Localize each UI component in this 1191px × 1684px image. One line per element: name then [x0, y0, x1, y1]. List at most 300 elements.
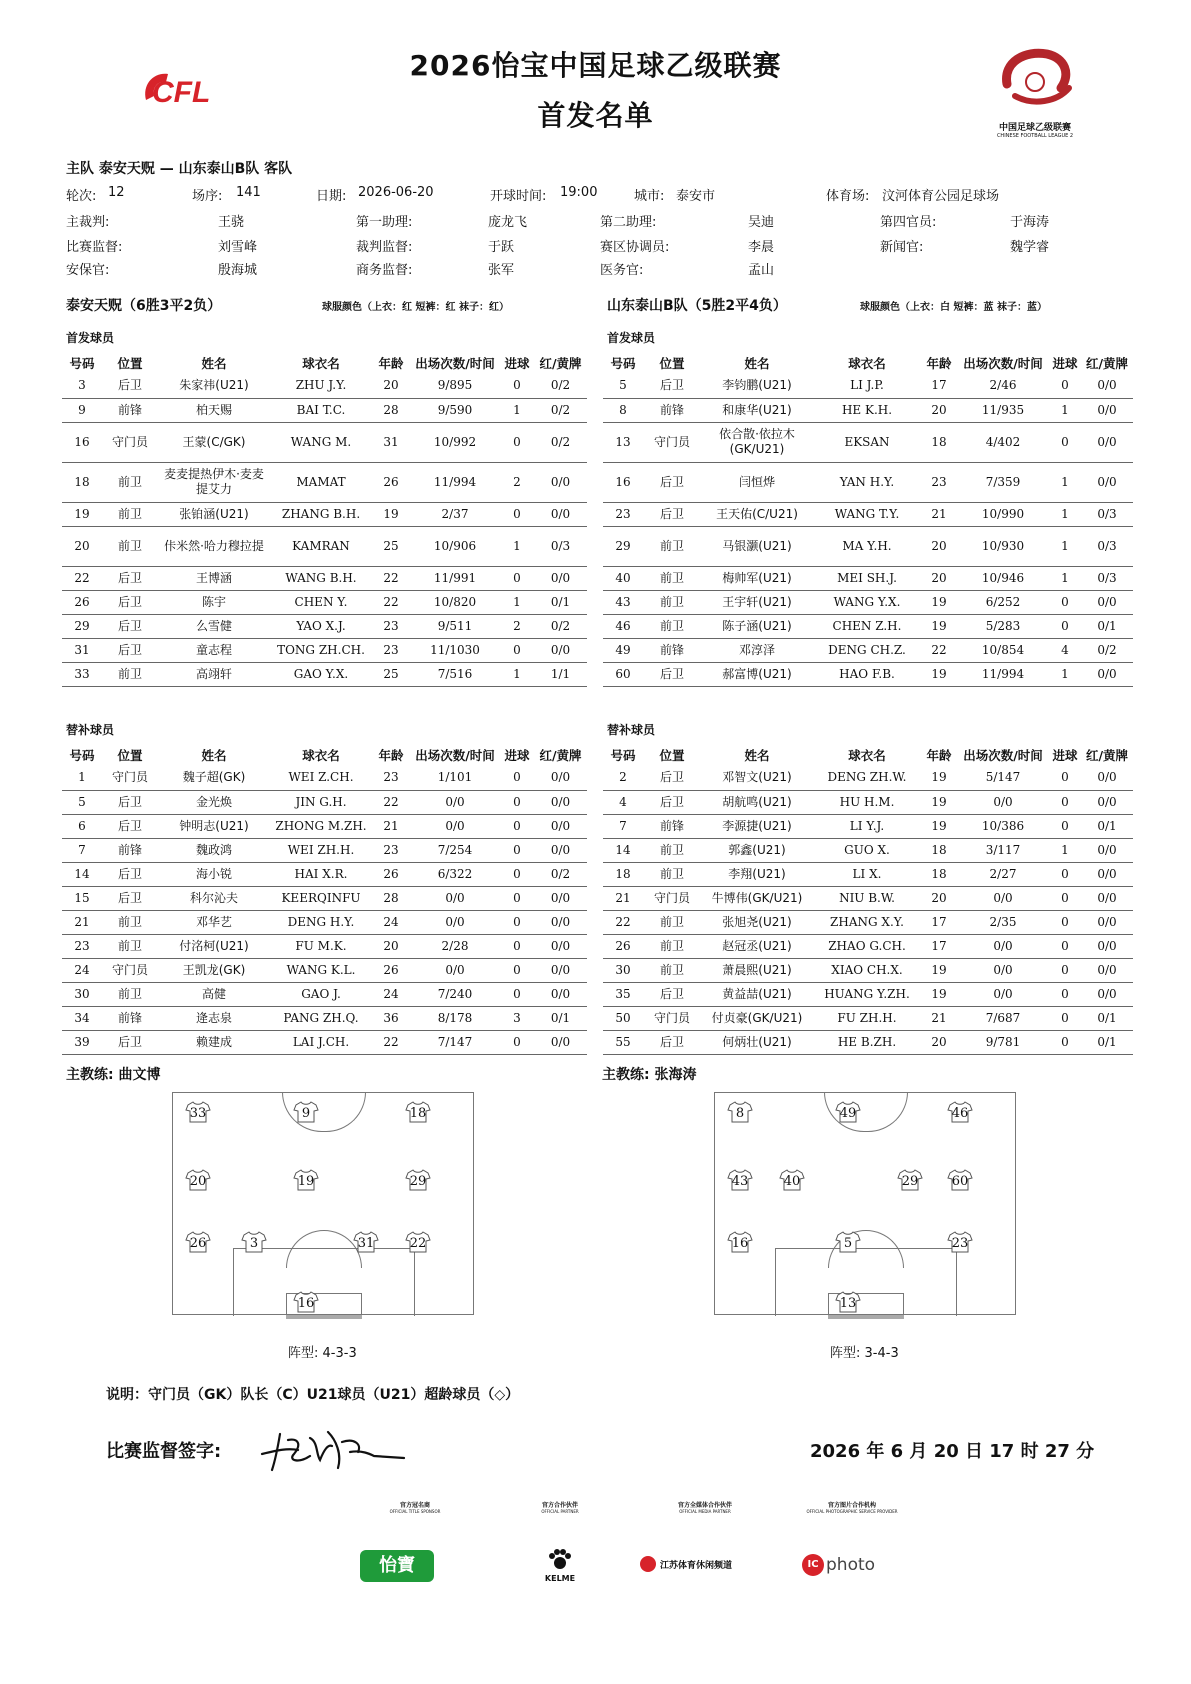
security-label: 安保官:: [66, 263, 110, 278]
cell-age: 19: [921, 766, 957, 790]
cell-shirt-name: WEI ZH.H.: [270, 838, 372, 862]
cell-name: 高翊轩: [158, 662, 270, 686]
cell-shirt-name: KEERQINFU: [270, 886, 372, 910]
cell-cards: 0/0: [534, 982, 587, 1006]
cell-goals: 0: [1049, 590, 1081, 614]
table-row: [603, 462, 1133, 502]
player-shirt-icon: [779, 1169, 805, 1191]
photo-text: photo: [826, 1555, 876, 1575]
cell-age: 24: [372, 910, 410, 934]
player-shirt-icon: [185, 1169, 211, 1191]
cell-number: 5: [603, 374, 643, 398]
cell-position: 前卫: [102, 934, 158, 958]
player-shirt-icon: [405, 1169, 431, 1191]
cell-goals: 0: [1049, 766, 1081, 790]
cell-shirt-name: ZHANG X.Y.: [813, 910, 921, 934]
cell-position: 后卫: [102, 790, 158, 814]
cell-goals: 0: [500, 766, 534, 790]
cell-cards: 0/1: [534, 590, 587, 614]
cell-age: 18: [921, 838, 957, 862]
cell-cards: 0/0: [1081, 958, 1133, 982]
cell-goals: 0: [500, 934, 534, 958]
cell-appearances: 0/0: [957, 958, 1049, 982]
cell-age: 26: [372, 862, 410, 886]
cell-goals: 1: [1049, 838, 1081, 862]
cell-shirt-name: ZHONG M.ZH.: [270, 814, 372, 838]
table-row: [603, 422, 1133, 462]
cell-name: 魏政鸿: [158, 838, 270, 862]
table-row: [62, 422, 587, 462]
cell-number: 13: [603, 422, 643, 462]
cell-number: 26: [62, 590, 102, 614]
player-shirt-icon: [947, 1101, 973, 1123]
sponsor-kelme: [505, 1500, 615, 1583]
city-value: 泰安市: [676, 189, 716, 204]
column-header-shirt-name: 球衣名: [302, 356, 340, 371]
cell-goals: 0: [1049, 958, 1081, 982]
cell-goals: 1: [500, 526, 534, 566]
cell-shirt-name: ZHU J.Y.: [270, 374, 372, 398]
table-header-row: [603, 744, 1133, 766]
cell-number: 1: [62, 766, 102, 790]
cell-number: 60: [603, 662, 643, 686]
player-shirt-icon: [947, 1231, 973, 1253]
cell-name: 邓淳泽: [701, 638, 813, 662]
cell-name: 佧米然·哈力穆拉提: [158, 526, 270, 566]
cell-age: 23: [372, 614, 410, 638]
table-row: [603, 1006, 1133, 1030]
home-formation: [288, 1342, 357, 1361]
cell-cards: 0/0: [534, 910, 587, 934]
table-header-row: [62, 744, 587, 766]
stadium-label: 体育场:: [826, 189, 870, 204]
cell-appearances: 0/0: [410, 958, 500, 982]
cell-appearances: 0/0: [410, 886, 500, 910]
league-emblem-icon: [985, 44, 1085, 114]
player-shirt-icon: [405, 1101, 431, 1123]
table-row: [603, 614, 1133, 638]
cell-appearances: 2/27: [957, 862, 1049, 886]
date-label: 日期:: [316, 189, 347, 204]
signature-time: 2026 年 6 月 20 日 17 时 27 分: [810, 1441, 1095, 1462]
cell-cards: 0/0: [534, 934, 587, 958]
page-title: 2026怡宝中国足球乙级联赛: [409, 49, 782, 82]
cell-position: 守门员: [102, 422, 158, 462]
cell-name: 依合散·依拉木(GK/U21): [701, 422, 813, 462]
jiangsu-sports-logo: [640, 1556, 770, 1572]
sponsor-cap-en: OFFICIAL PARTNER: [541, 1509, 579, 1514]
cell-number: 6: [62, 814, 102, 838]
table-row: [62, 462, 587, 502]
player-shirt-number: 22: [409, 1236, 427, 1251]
player-shirt-icon: [727, 1101, 753, 1123]
cell-cards: 0/0: [534, 814, 587, 838]
ar1-value: 庞龙飞: [488, 215, 528, 230]
cell-name: 朱家祎(U21): [158, 374, 270, 398]
cell-goals: 0: [500, 910, 534, 934]
cell-cards: 0/0: [1081, 886, 1133, 910]
cell-name: 陈宇: [158, 590, 270, 614]
cell-name: 王博涵: [158, 566, 270, 590]
cell-goals: 1: [1049, 526, 1081, 566]
sponsor-cap-en: OFFICIAL PHOTOGRAPHIC SERVICE PROVIDER: [806, 1509, 898, 1514]
venue-coord-value: 李晨: [748, 240, 775, 255]
cell-shirt-name: CHEN Y.: [270, 590, 372, 614]
sponsor-photo: [792, 1500, 912, 1576]
away-coach-label: 主教练:: [602, 1067, 650, 1083]
cell-age: 31: [372, 422, 410, 462]
cell-number: 21: [62, 910, 102, 934]
cell-cards: 0/0: [1081, 422, 1133, 462]
table-body: [62, 374, 587, 686]
table-header-row: [603, 352, 1133, 374]
cell-name: 牛博伟(GK/U21): [701, 886, 813, 910]
ar2-value: 吴迪: [748, 215, 775, 230]
cell-age: 18: [921, 862, 957, 886]
date-value: 2026-06-20: [358, 185, 434, 200]
signature-label: 比赛监督签字:: [106, 1441, 222, 1462]
cell-shirt-name: BAI T.C.: [270, 398, 372, 422]
cell-appearances: 7/516: [410, 662, 500, 686]
cell-position: 守门员: [102, 766, 158, 790]
page-subtitle: 首发名单: [537, 99, 654, 132]
table-row: [603, 790, 1133, 814]
jiangsu-logo-icon: [640, 1556, 656, 1572]
cell-position: 后卫: [102, 374, 158, 398]
cell-name: 黄益喆(U21): [701, 982, 813, 1006]
cell-age: 20: [921, 398, 957, 422]
cell-appearances: 3/117: [957, 838, 1049, 862]
cell-goals: 0: [500, 374, 534, 398]
cell-age: 17: [921, 934, 957, 958]
cell-position: 后卫: [643, 766, 701, 790]
cell-cards: 0/3: [534, 526, 587, 566]
column-header-goals: 进球: [504, 748, 530, 763]
home-subs-table: [62, 744, 587, 1055]
column-header-position: 位置: [117, 748, 143, 763]
league-logo-en: CHINESE FOOTBALL LEAGUE 2: [996, 133, 1074, 139]
column-header-position: 位置: [117, 356, 143, 371]
player-shirt-icon: [835, 1231, 861, 1253]
player-shirt-icon: [293, 1291, 319, 1313]
cell-appearances: 5/283: [957, 614, 1049, 638]
cell-name: 高健: [158, 982, 270, 1006]
cell-position: 后卫: [102, 1030, 158, 1054]
cell-name: 魏子超(GK): [158, 766, 270, 790]
cell-age: 24: [372, 982, 410, 1006]
table-row: [62, 934, 587, 958]
kelme-logo: [540, 1548, 580, 1583]
cell-age: 26: [372, 958, 410, 982]
cell-shirt-name: MA Y.H.: [813, 526, 921, 566]
cell-goals: 4: [1049, 638, 1081, 662]
cell-position: 后卫: [643, 662, 701, 686]
table-row: [603, 862, 1133, 886]
cell-shirt-name: YAN H.Y.: [813, 462, 921, 502]
cell-shirt-name: JIN G.H.: [270, 790, 372, 814]
cell-name: 王天佑(C/U21): [701, 502, 813, 526]
table-row: [62, 766, 587, 790]
cell-appearances: 2/28: [410, 934, 500, 958]
cell-age: 19: [921, 590, 957, 614]
player-shirt-number: 13: [839, 1296, 857, 1311]
cell-number: 16: [603, 462, 643, 502]
table-row: [603, 958, 1133, 982]
cell-name: 邓智文(U21): [701, 766, 813, 790]
cell-name: 海小锐: [158, 862, 270, 886]
cell-age: 19: [921, 814, 957, 838]
player-shirt-icon: [727, 1231, 753, 1253]
column-header-goals: 进球: [504, 356, 530, 371]
cell-cards: 0/0: [1081, 934, 1133, 958]
cell-cards: 0/0: [1081, 462, 1133, 502]
cell-goals: 0: [1049, 814, 1081, 838]
cell-position: 后卫: [102, 566, 158, 590]
cell-appearances: 8/178: [410, 1006, 500, 1030]
round-label: 轮次:: [66, 189, 97, 204]
home-formation-pitch: [172, 1092, 474, 1315]
cell-appearances: 7/687: [957, 1006, 1049, 1030]
cell-shirt-name: HAO F.B.: [813, 662, 921, 686]
cell-goals: 0: [1049, 886, 1081, 910]
kickoff-value: 19:00: [560, 185, 598, 200]
cell-shirt-name: WANG Y.X.: [813, 590, 921, 614]
cell-goals: 1: [1049, 462, 1081, 502]
player-shirt-number: 60: [951, 1174, 969, 1189]
cell-number: 21: [603, 886, 643, 910]
cell-position: 守门员: [643, 422, 701, 462]
cell-cards: 0/0: [1081, 766, 1133, 790]
cell-number: 31: [62, 638, 102, 662]
player-shirt-number: 46: [951, 1106, 969, 1121]
cell-shirt-name: ZHANG B.H.: [270, 502, 372, 526]
away-formation: [830, 1342, 899, 1361]
cell-cards: 0/2: [534, 422, 587, 462]
away-subs-title: 替补球员: [607, 723, 656, 737]
cell-goals: 0: [500, 886, 534, 910]
cell-shirt-name: LI J.P.: [813, 374, 921, 398]
cell-appearances: 0/0: [957, 790, 1049, 814]
cell-number: 30: [62, 982, 102, 1006]
player-shirt-number: 16: [731, 1236, 749, 1251]
cell-name: 张铂涵(U21): [158, 502, 270, 526]
cell-position: 后卫: [102, 590, 158, 614]
cell-number: 14: [62, 862, 102, 886]
cell-name: 科尔沁夫: [158, 886, 270, 910]
column-header-appearances: 出场次数/时间: [415, 748, 495, 763]
cell-appearances: 0/0: [410, 910, 500, 934]
cell-age: 22: [372, 1030, 410, 1054]
match-no-value: 141: [236, 185, 261, 200]
cell-position: 前卫: [643, 566, 701, 590]
cell-position: 前卫: [643, 614, 701, 638]
cell-appearances: 10/930: [957, 526, 1049, 566]
table-row: [62, 790, 587, 814]
cell-cards: 0/0: [1081, 982, 1133, 1006]
table-row: [62, 638, 587, 662]
cell-cards: 0/3: [1081, 502, 1133, 526]
sponsor-cap: 官方冠名商: [399, 1502, 430, 1509]
table-row: [603, 590, 1133, 614]
cell-position: 前卫: [643, 910, 701, 934]
cell-cards: 0/2: [534, 398, 587, 422]
table-row: [62, 662, 587, 686]
table-row: [62, 566, 587, 590]
assessor-value: 于跃: [488, 240, 515, 255]
cell-goals: 1: [1049, 502, 1081, 526]
sponsor-title: [360, 1500, 470, 1582]
cell-position: 前卫: [102, 910, 158, 934]
table-row: [62, 374, 587, 398]
table-row: [603, 526, 1133, 566]
column-header-position: 位置: [659, 356, 685, 371]
league-logo: [985, 44, 1085, 138]
cell-age: 20: [921, 526, 957, 566]
cell-shirt-name: KAMRAN: [270, 526, 372, 566]
cell-position: 前卫: [102, 502, 158, 526]
cell-goals: 1: [1049, 566, 1081, 590]
cell-age: 22: [372, 590, 410, 614]
yibao-logo: 怡寶: [360, 1550, 434, 1582]
cell-goals: 0: [1049, 934, 1081, 958]
cell-number: 26: [603, 934, 643, 958]
column-header-name: 姓名: [744, 748, 770, 763]
cell-name: 付贞豪(GK/U21): [701, 1006, 813, 1030]
away-formation-value: 3-4-3: [864, 1346, 899, 1361]
commissioner-label: 比赛监督:: [66, 240, 123, 255]
cell-appearances: 11/991: [410, 566, 500, 590]
cell-name: 何炳壮(U21): [701, 1030, 813, 1054]
round-value: 12: [108, 185, 125, 200]
cell-goals: 2: [500, 614, 534, 638]
cell-number: 7: [603, 814, 643, 838]
away-formation-label: 阵型:: [830, 1346, 861, 1361]
cell-position: 后卫: [643, 982, 701, 1006]
cell-cards: 0/2: [534, 862, 587, 886]
cell-shirt-name: GAO J.: [270, 982, 372, 1006]
sponsor-media: [640, 1500, 770, 1572]
cell-name: 柏天赐: [158, 398, 270, 422]
player-shirt-number: 16: [297, 1296, 315, 1311]
player-shirt-number: 26: [189, 1236, 207, 1251]
cell-appearances: 9/590: [410, 398, 500, 422]
sponsor-strip: [0, 1500, 1191, 1610]
cell-age: 20: [372, 374, 410, 398]
table-row: [62, 1006, 587, 1030]
cell-goals: 0: [1049, 862, 1081, 886]
cell-cards: 0/1: [1081, 614, 1133, 638]
city-label: 城市:: [634, 189, 665, 204]
table-body: [603, 766, 1133, 1054]
cell-name: 马银灏(U21): [701, 526, 813, 566]
table-row: [62, 814, 587, 838]
cell-number: 18: [62, 462, 102, 502]
cell-shirt-name: FU M.K.: [270, 934, 372, 958]
column-header-name: 姓名: [201, 748, 227, 763]
cell-cards: 0/1: [534, 1006, 587, 1030]
cell-name: 王凯龙(GK): [158, 958, 270, 982]
cell-appearances: 9/895: [410, 374, 500, 398]
cell-number: 15: [62, 886, 102, 910]
cell-cards: 0/0: [1081, 790, 1133, 814]
cell-cards: 0/0: [534, 790, 587, 814]
cell-number: 2: [603, 766, 643, 790]
cell-shirt-name: ZHAO G.CH.: [813, 934, 921, 958]
table-row: [603, 502, 1133, 526]
home-coach-name: 曲文博: [118, 1067, 161, 1083]
table-header-row: [62, 352, 587, 374]
cell-name: 麦麦提热伊木·麦麦提艾力: [158, 462, 270, 502]
table-row: [62, 398, 587, 422]
cell-shirt-name: GUO X.: [813, 838, 921, 862]
ic-photo-logo: [802, 1554, 912, 1576]
table-row: [603, 934, 1133, 958]
cell-position: 后卫: [643, 374, 701, 398]
cell-position: 前卫: [643, 958, 701, 982]
table-row: [603, 910, 1133, 934]
home-kit-colors: 球服颜色（上衣：红 短裤：红 袜子：红）: [322, 302, 509, 313]
player-shirt-number: 23: [951, 1236, 969, 1251]
cell-shirt-name: WEI Z.CH.: [270, 766, 372, 790]
cell-position: 守门员: [643, 886, 701, 910]
cell-goals: 1: [500, 662, 534, 686]
cell-shirt-name: HUANG Y.ZH.: [813, 982, 921, 1006]
cell-name: 梅帅军(U21): [701, 566, 813, 590]
player-shirt-icon: [897, 1169, 923, 1191]
cell-goals: 0: [500, 502, 534, 526]
player-shirt-number: 5: [843, 1236, 853, 1251]
away-subs-table: [603, 744, 1133, 1055]
cell-goals: 1: [500, 398, 534, 422]
cell-number: 19: [62, 502, 102, 526]
cell-appearances: 6/252: [957, 590, 1049, 614]
cell-appearances: 10/820: [410, 590, 500, 614]
home-subs-title: 替补球员: [66, 723, 115, 737]
cell-name: 和康华(U21): [701, 398, 813, 422]
player-shirt-number: 49: [839, 1106, 857, 1121]
cell-age: 23: [372, 838, 410, 862]
away-kit-colors: 球服颜色（上衣：白 短裤：蓝 袜子：蓝）: [860, 302, 1047, 313]
cell-shirt-name: XIAO CH.X.: [813, 958, 921, 982]
cell-appearances: 10/386: [957, 814, 1049, 838]
venue-coord-label: 赛区协调员:: [600, 240, 670, 255]
home-coach-label: 主教练:: [66, 1067, 114, 1083]
cell-age: 23: [921, 462, 957, 502]
cell-goals: 0: [1049, 790, 1081, 814]
player-shirt-icon: [293, 1169, 319, 1191]
cell-shirt-name: DENG CH.Z.: [813, 638, 921, 662]
cell-position: 后卫: [102, 886, 158, 910]
cell-position: 前卫: [643, 862, 701, 886]
cell-goals: 0: [1049, 1030, 1081, 1054]
player-shirt-icon: [835, 1101, 861, 1123]
column-header-appearances: 出场次数/时间: [415, 356, 495, 371]
cell-position: 前卫: [102, 982, 158, 1006]
goal: [286, 1315, 362, 1319]
cell-goals: 2: [500, 462, 534, 502]
player-shirt-number: 29: [901, 1174, 919, 1189]
cell-goals: 0: [1049, 1006, 1081, 1030]
cell-goals: 3: [500, 1006, 534, 1030]
away-starters-table: [603, 352, 1133, 687]
cell-name: 逄志泉: [158, 1006, 270, 1030]
cell-appearances: 10/854: [957, 638, 1049, 662]
cell-cards: 0/2: [534, 374, 587, 398]
cell-appearances: 9/781: [957, 1030, 1049, 1054]
assessor-label: 裁判监督:: [356, 240, 413, 255]
table-row: [603, 766, 1133, 790]
column-header-age: 年龄: [378, 748, 404, 763]
